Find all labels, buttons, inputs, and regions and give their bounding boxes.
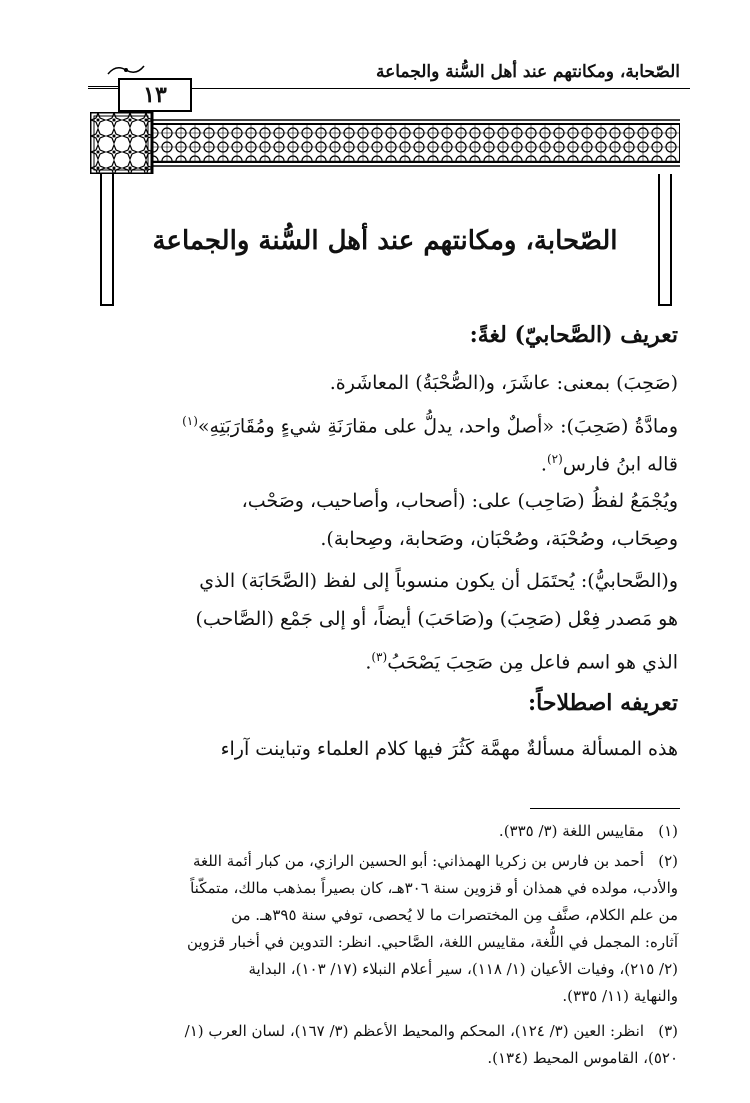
- footnote-number: (٣): [658, 1022, 678, 1040]
- paragraph-text: ومادَّةُ (صَحِبَ): «أصلٌ واحد، يدلُّ على مقارَنَةِ شيءٍ ومُقَارَبَتِهِ»: [197, 415, 678, 438]
- footnote-ref[interactable]: (٢): [546, 452, 563, 466]
- footnote-line: والأدب، مولده في همذان أو قزوين سنة ٣٠٦هـ، كان بصيراً بمذهب مالك، متمكّناً: [190, 879, 678, 897]
- paragraph-text: .: [365, 651, 372, 674]
- footnote-text: مقاييس اللغة (٣/ ٣٣٥).: [498, 822, 644, 840]
- paragraph-line: و(الصَّحابيُّ): يُحتَمَل أن يكون منسوباً إلى لفظ (الصَّحَابَة) الذي: [199, 570, 678, 592]
- footnote-line: آثاره: المجمل في اللُّغة، مقاييس اللغة، الصَّاحبي. انظر: التدوين في أخبار قزوين: [186, 933, 678, 951]
- page-number: ١٣: [118, 78, 192, 112]
- heading-linguistic-definition: تعريف (الصَّحابيّ) لغةً:: [469, 322, 678, 348]
- paragraph-line: ويُجْمَعُ لفظُ (صَاحِب) على: (أصحاب، وأصاحيب، وصَحْب،: [241, 490, 678, 512]
- chapter-title: الصّحابة، ومكانتهم عند أهل السُّنة والجماعة: [152, 226, 618, 256]
- footnote-line: والنهاية (١١/ ٣٣٥).: [562, 987, 678, 1005]
- footnote-3: [68, 1018, 678, 1072]
- paragraph-text: قاله ابنُ فارس: [562, 453, 678, 476]
- page-number-rule: [88, 86, 118, 89]
- flourish-ornament-icon: [106, 62, 146, 78]
- banner-post-left: [100, 174, 114, 306]
- paragraph-text: الذي هو اسم فاعل مِن صَحِبَ يَصْحَبُ: [387, 651, 678, 674]
- paragraph: (صَحِبَ) بمعنى: عاشَرَ، و(الصُّحْبَةُ) المعاشَرة.: [329, 372, 678, 394]
- footnote-line: ٥٢٠)، القاموس المحيط (١٣٤).: [487, 1049, 678, 1067]
- paragraph-line: وصِحَاب، وصُحْبَة، وصُحْبَان، وصَحابة، وصِحابة).: [320, 528, 678, 550]
- paragraph-text: .: [540, 453, 547, 476]
- footnote-number: (١): [658, 822, 678, 840]
- banner-post-right: [658, 174, 672, 306]
- paragraph: [68, 402, 678, 445]
- footnote-2: [68, 848, 678, 1010]
- footnote-rule: [530, 808, 680, 809]
- heading-terminological-definition: تعريفه اصطلاحاً:: [528, 690, 678, 716]
- footnote-line: انظر: العين (٣/ ١٢٤)، المحكم والمحيط الأعظم (٣/ ١٦٧)، لسان العرب (١/: [184, 1022, 644, 1040]
- paragraph: هذه المسألة مسألةٌ مهمَّة كَثُرَ فيها كلام العلماء وتباينت آراء: [220, 738, 678, 760]
- decorative-banner: [90, 112, 680, 174]
- footnote-line: (٢/ ٢١٥)، وفيات الأعيان (١/ ١١٨)، سير أعلام النبلاء (١٧/ ١٠٣)، البداية: [248, 960, 678, 978]
- paragraph-line: هو مَصدر فِعْل (صَحِبَ) و(صَاحَبَ) أيضاً، أو إلى جَمْع (الصَّاحب): [195, 608, 678, 630]
- running-title: الصّحابة، ومكانتهم عند أهل السُّنة والجماعة: [375, 62, 680, 82]
- footnote-line: أحمد بن فارس بن زكريا الهمذاني: أبو الحسين الرازي، من كبار أئمة اللغة: [192, 852, 644, 870]
- footnote-number: (٢): [658, 852, 678, 870]
- header-rule: [190, 88, 690, 89]
- paragraph: [68, 638, 678, 681]
- footnote-ref[interactable]: (٣): [371, 650, 388, 664]
- footnote-line: من علم الكلام، صنَّف مِن المختصرات ما لا يُحصى، توفي سنة ٣٩٥هـ. من: [231, 906, 678, 924]
- footnote-ref[interactable]: (١): [182, 414, 198, 428]
- paragraph: [68, 440, 678, 483]
- footnote-1: [68, 818, 678, 845]
